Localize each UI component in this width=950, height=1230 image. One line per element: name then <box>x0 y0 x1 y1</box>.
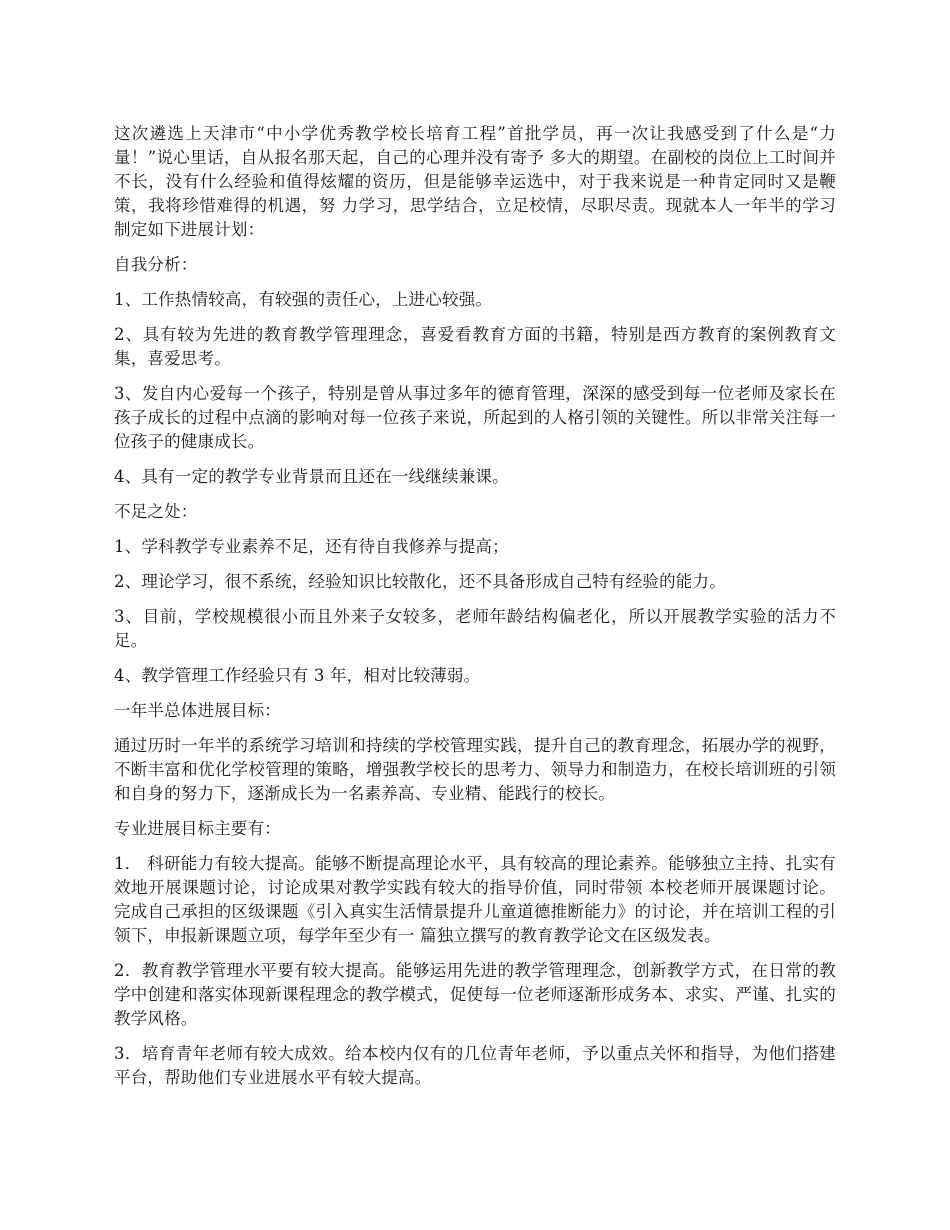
list-item: 2．教育教学管理水平要有较大提高。能够运用先进的教学管理理念，创新教学方式，在日常的教学中创建和落实体现新课程理念的教学模式，促使每一位老师逐渐形成务本、求实、严谨、扎实的教学风格。 <box>114 961 836 1028</box>
section-heading-professional-goals: 专业进展目标主要有： <box>114 819 281 838</box>
list-item: 3．培育青年老师有较大成效。给本校内仅有的几位青年老师，予以重点关怀和指导，为他们搭建平台，帮助他们专业进展水平有较大提高。 <box>114 1044 836 1087</box>
document-body <box>114 122 836 1101</box>
list-item: 4、具有一定的教学专业背景而且还在一线继续兼课。 <box>114 467 509 486</box>
list-item: 3、目前，学校规模很小而且外来子女较多，老师年龄结构偏老化，所以开展教学实验的活力不足。 <box>114 607 836 650</box>
intro-paragraph: 这次遴选上天津市“中小学优秀教学校长培育工程”首批学员，再一次让我感受到了什么是“力量！”说心里话，自从报名那天起，自己的心理并没有寄予 多大的期望。在副校的岗位上工时间并不长，没有什么经验和值得炫耀的资历，但是能够幸运选中，对于我来说是一种肯定同时又是鞭策，我将珍惜难得的机遇，努 力学习，思学结合，立足校情，尽职尽责。现就本人一年半的学习制定如下进展计划： <box>114 124 836 239</box>
list-item: 2、具有较为先进的教育教学管理理念，喜爱看教育方面的书籍，特别是西方教育的案例教育文集，喜爱思考。 <box>114 325 836 368</box>
list-item: 2、理论学习，很不系统，经验知识比较散化，还不具备形成自己特有经验的能力。 <box>114 572 726 591</box>
list-item: 4、教学管理工作经验只有 3 年，相对比较薄弱。 <box>114 666 481 685</box>
list-item: 1、学科教学专业素养不足，还有待自我修养与提高； <box>114 537 509 556</box>
list-item: 3、发自内心爱每一个孩子，特别是曾从事过多年的德育管理，深深的感受到每一位老师及家长在孩子成长的过程中点滴的影响对每一位孩子来说，所起到的人格引领的关键性。所以非常关注每一位孩子的健康成长。 <box>114 384 836 451</box>
section-heading-self-analysis: 自我分析： <box>114 255 198 274</box>
list-item: 1． 科研能力有较大提高。能够不断提高理论水平，具有较高的理论素养。能够独立主持、扎实有效地开展课题讨论，讨论成果对教学实践有较大的指导价值，同时带领 本校老师开展课题讨论。完成自己承担的区级课题《引入真实生活情景提升儿童道德推断能力》的讨论，并在培训工程的引领下，申报新课题立项，每学年至少有一 篇独立撰写的教育教学论文在区级发表。 <box>114 854 836 945</box>
overall-goal-paragraph: 通过历时一年半的系统学习培训和持续的学校管理实践，提升自己的教育理念，拓展办学的视野，不断丰富和优化学校管理的策略，增强教学校长的思考力、领导力和制造力，在校长培训班的引领和自身的努力下，逐渐成长为一名素养高、专业精、能践行的校长。 <box>114 736 836 803</box>
section-heading-overall-goal: 一年半总体进展目标： <box>114 701 281 720</box>
list-item: 1、工作热情较高，有较强的责任心，上进心较强。 <box>114 290 493 309</box>
section-heading-shortcomings: 不足之处： <box>114 502 198 521</box>
